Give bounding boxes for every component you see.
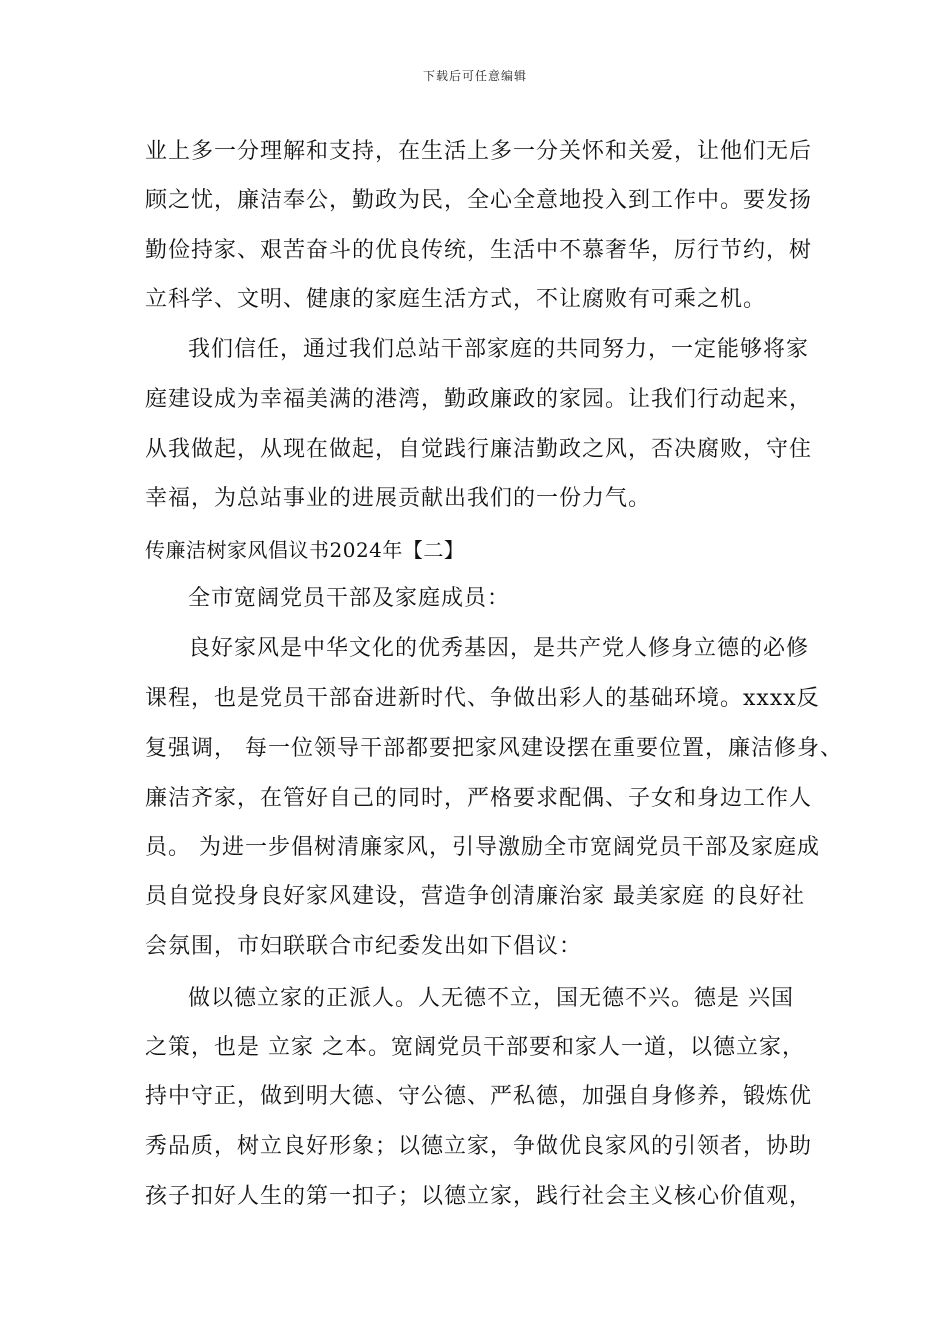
page-header: 下载后可任意编辑 (422, 69, 527, 83)
text-line: 顾之忧，廉洁奉公，勤政为民，全心全意地投入到工作中。要发扬 (145, 188, 813, 213)
paragraph-start-line: 我们信任，通过我们总站干部家庭的共同努力，一定能够将家 (188, 337, 810, 362)
text-line: 勤俭持家、艰苦奋斗的优良传统，生活中不慕奢华，厉行节约，树 (145, 238, 813, 263)
text-line: 孩子扣好人生的第一扣子；以德立家，践行社会主义核心价值观， (145, 1184, 813, 1209)
text-line: 持中守正，做到明大德、守公德、严私德，加强自身修养，锻炼优 (145, 1084, 813, 1109)
text-line: 廉洁齐家，在管好自己的同时，严格要求配偶、子女和身边工作人 (145, 786, 813, 811)
text-line: 复强调， 每一位领导干部都要把家风建设摆在重要位置，廉洁修身、 (145, 736, 843, 761)
text-line: 业上多一分理解和支持，在生活上多一分关怀和关爱，让他们无后 (145, 139, 813, 164)
text-line: 幸福，为总站事业的进展贡献出我们的一份力气。 (145, 486, 652, 511)
text-line: 员自觉投身良好家风建设，营造争创清廉治家 最美家庭 的良好社 (145, 884, 805, 909)
salutation: 全市宽阔党员干部及家庭成员： (188, 586, 511, 611)
section-heading: 传廉洁树家风倡议书2024年【二】 (145, 538, 465, 562)
paragraph-start-line: 良好家风是中华文化的优秀基因，是共产党人修身立德的必修 (188, 636, 810, 661)
text-line: 之策，也是 立家 之本。宽阔党员干部要和家人一道，以德立家， (145, 1035, 805, 1060)
text-line: 立科学、文明、健康的家庭生活方式，不让腐败有可乘之机。 (145, 287, 767, 312)
text-line: 课程，也是党员干部奋进新时代、争做出彩人的基础环境。xxxx反 (145, 686, 820, 711)
paragraph-start-line: 做以德立家的正派人。人无德不立，国无德不兴。德是 兴国 (188, 986, 794, 1011)
text-line: 会氛围，市妇联联合市纪委发出如下倡议： (145, 934, 583, 959)
text-line: 庭建设成为幸福美满的港湾，勤政廉政的家园。让我们行动起来， (145, 387, 813, 412)
text-line: 秀品质，树立良好形象；以德立家，争做优良家风的引领者，协助 (145, 1134, 813, 1159)
text-line: 从我做起，从现在做起，自觉践行廉洁勤政之风，否决腐败，守住 (145, 437, 813, 462)
text-line: 员。 为进一步倡树清廉家风，引导激励全市宽阔党员干部及家庭成 (145, 835, 820, 860)
